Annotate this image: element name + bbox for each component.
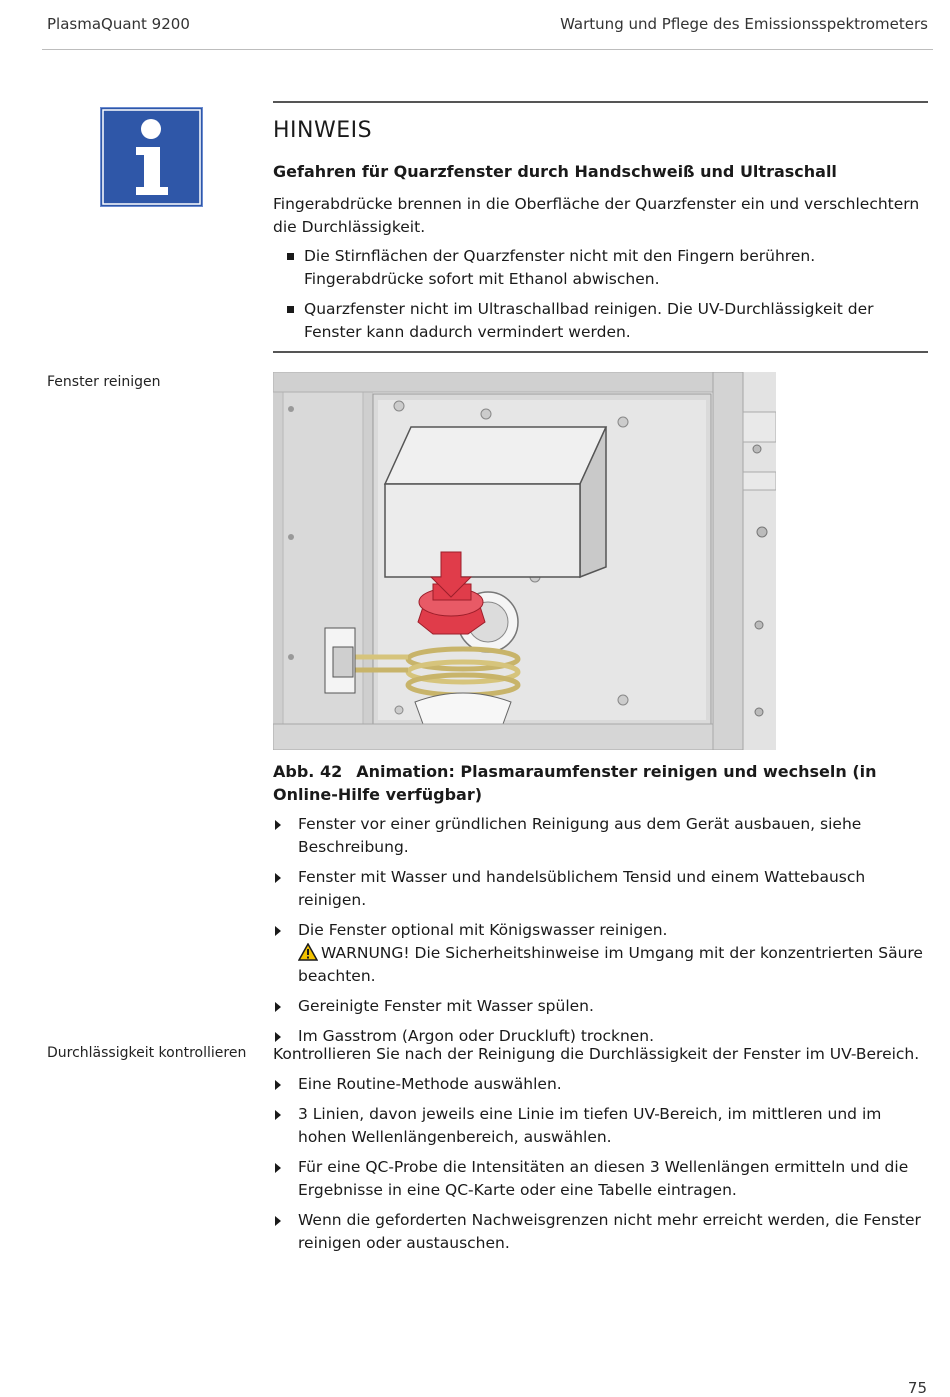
list-item: 3 Linien, davon jeweils eine Linie im tiefen UV-Bereich, im mittleren und im hohen Wellenlängenbereich, auswählen. xyxy=(273,1103,923,1149)
step-arrow-icon xyxy=(275,1032,281,1042)
list-item: Für eine QC-Probe die Intensitäten an diesen 3 Wellenlängen ermitteln und die Ergebnisse in eine QC-Karte oder eine Tabelle eintragen. xyxy=(273,1156,923,1202)
warning-text: WARNUNG! Die Sicherheitshinweise im Umgang mit der konzentrierten Säure beachten. xyxy=(298,944,923,985)
step-arrow-icon xyxy=(275,1110,281,1120)
note-subtitle: Gefahren für Quarzfenster durch Handschweiß und Ultraschall xyxy=(273,162,837,181)
note-bullet: Die Stirnflächen der Quarzfenster nicht mit den Fingern berühren. Fingerabdrücke sofort mit Ethanol abwischen. xyxy=(287,245,917,291)
running-header-chapter: Wartung und Pflege des Emissionsspektrometers xyxy=(560,15,928,33)
warning-triangle-icon xyxy=(298,943,318,961)
info-icon xyxy=(100,107,203,207)
bullet-square-icon xyxy=(287,253,294,260)
list-item: Gereinigte Fenster mit Wasser spülen. xyxy=(273,995,923,1018)
bullet-square-icon xyxy=(287,306,294,313)
figure-plasma-window-illustration xyxy=(273,372,776,750)
header-divider xyxy=(42,49,933,50)
list-item: Fenster mit Wasser und handelsüblichem Tensid und einem Wattebausch reinigen. xyxy=(273,866,923,912)
page-number: 75 xyxy=(907,1379,927,1397)
note-bottom-rule xyxy=(273,351,928,353)
step-arrow-icon xyxy=(275,820,281,830)
note-text: Fingerabdrücke brennen in die Oberfläche der Quarzfenster ein und verschlechtern die Durchlässigkeit. xyxy=(273,195,920,236)
note-bullet-list xyxy=(287,245,917,351)
list-item: Im Gasstrom (Argon oder Druckluft) trocknen. xyxy=(273,1025,923,1048)
figure-number: Abb. 42 xyxy=(273,762,343,781)
step-list-cleaning xyxy=(273,813,923,1055)
step-arrow-icon xyxy=(275,1080,281,1090)
note-bullet: Quarzfenster nicht im Ultraschallbad reinigen. Die UV-Durchlässigkeit der Fenster kann dadurch vermindert werden. xyxy=(287,298,917,344)
step-arrow-icon xyxy=(275,926,281,936)
side-label-durchlaessigkeit: Durchlässigkeit kontrollieren xyxy=(47,1045,247,1061)
figure-caption-text: Animation: Plasmaraumfenster reinigen und wechseln (in Online-Hilfe verfügbar) xyxy=(273,762,877,804)
section2-intro: Kontrollieren Sie nach der Reinigung die Durchlässigkeit der Fenster im UV-Bereich. xyxy=(273,1045,920,1063)
list-item: Eine Routine-Methode auswählen. xyxy=(273,1073,923,1096)
figure-caption xyxy=(273,760,923,806)
step-arrow-icon xyxy=(275,1216,281,1226)
note-title: HINWEIS xyxy=(273,118,373,143)
step-arrow-icon xyxy=(275,873,281,883)
warning-note xyxy=(298,942,923,988)
list-item: Fenster vor einer gründlichen Reinigung aus dem Gerät ausbauen, siehe Beschreibung. xyxy=(273,813,923,859)
note-top-rule xyxy=(273,101,928,103)
step-arrow-icon xyxy=(275,1002,281,1012)
list-item: Wenn die geforderten Nachweisgrenzen nicht mehr erreicht werden, die Fenster reinigen oder austauschen. xyxy=(273,1209,923,1255)
step-arrow-icon xyxy=(275,1163,281,1173)
list-item: Die Fenster optional mit Königswasser reinigen. WARNUNG! Die Sicherheitshinweise im Umgang mit der konzentrierten Säure beachten. xyxy=(273,919,923,988)
side-label-fenster-reinigen: Fenster reinigen xyxy=(47,374,161,390)
step-list-transmission-check xyxy=(273,1073,923,1262)
running-header-title: PlasmaQuant 9200 xyxy=(47,15,190,33)
